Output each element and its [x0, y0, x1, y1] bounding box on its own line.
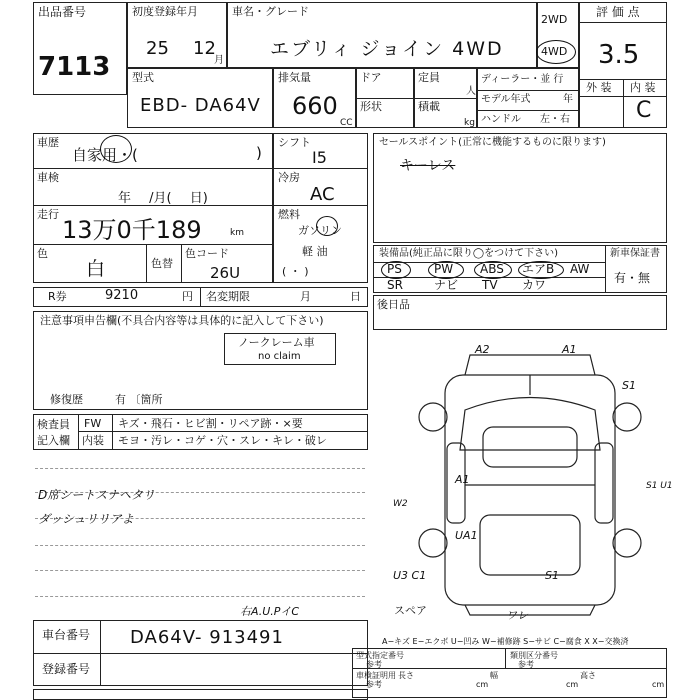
shape-label: 形状 [360, 100, 382, 113]
equipment-item-1: PW [434, 262, 454, 276]
repair-value: 有 〔箇所 [115, 393, 163, 406]
mark-s1u1: S1 U1 [646, 481, 673, 491]
repaint-label: 色替 [151, 257, 173, 270]
cm3: cm [652, 680, 665, 689]
drive-4wd-circle [536, 40, 576, 64]
history-paren: ) [256, 144, 262, 162]
inspection-label: 車検 [37, 171, 59, 184]
first-reg-label: 初度登録年月 [132, 5, 198, 18]
equipment-item-0: PS [387, 262, 402, 276]
cert-ref: 参考 [366, 680, 382, 689]
front-cab [460, 398, 600, 451]
inspector-label-2: 記入欄 [37, 434, 70, 447]
displacement-label: 排気量 [278, 71, 311, 84]
repair-label: 修復歴 [50, 393, 83, 406]
color-label: 色 [37, 247, 48, 260]
color-code-label: 色コード [185, 247, 229, 260]
lot-label: 出品番号 [38, 5, 87, 19]
month-unit: 月 [214, 55, 224, 66]
car-name: エブリィ ジョイン 4WD [270, 38, 504, 60]
equipment-item-row2-3: カワ [522, 278, 547, 292]
inspection-text: 年 /月( 日) [118, 191, 208, 206]
person-unit: 人 [466, 86, 476, 97]
equipment-item-4: AW [570, 262, 590, 276]
roof-rear [480, 515, 580, 575]
shift-value: I5 [312, 148, 327, 167]
pw-circle [428, 261, 464, 279]
cm1: cm [476, 680, 489, 689]
bottom-strip [33, 689, 368, 700]
ext-label: 外 装 [586, 81, 612, 94]
history-value: 自家用・( [72, 146, 138, 164]
sales-points-text: キーレス [400, 158, 456, 174]
ps-circle [381, 261, 411, 279]
no-claim-jp: ノークレーム車 [238, 336, 315, 349]
drive-2wd: 2WD [541, 13, 568, 26]
car-name-label: 車名・グレード [232, 5, 309, 18]
mark-a1-mid: A1 [455, 473, 470, 486]
r-value: 9210 [105, 288, 139, 303]
wheel-rear-right [613, 529, 641, 557]
no-claim-en: no claim [258, 351, 301, 362]
reg-number-label: 登録番号 [42, 662, 91, 676]
ref-label-2: 参考 [518, 660, 534, 669]
wre-label: ワレ [506, 609, 528, 622]
name-change-day: 日 [350, 290, 361, 303]
inspector-row-1: キズ・飛石・ヒビ割・リペア跡・×要 [118, 417, 303, 430]
equipment-item-row2-0: SR [387, 278, 403, 292]
mark-s1-bottom: S1 [545, 569, 559, 582]
inspector-in: 内装 [82, 434, 104, 447]
class-label: 類別区分番号 [510, 651, 558, 660]
sales-points-box [373, 133, 667, 243]
dealer-label: ディーラー・並 行 [481, 74, 564, 85]
diagram-above-note: 右A.U.PイC [240, 605, 300, 618]
cc-unit: CC [340, 118, 353, 128]
inspector-label-1: 検査員 [37, 418, 70, 431]
equipment-label: 装備品(純正品に限り◯をつけて下さい) [379, 248, 558, 259]
width-label: 幅 [490, 671, 498, 680]
capacity-label: 定員 [418, 71, 440, 84]
wheel-rear-left [419, 529, 447, 557]
mark-w2: W2 [393, 499, 408, 509]
mileage-value: 13万0千189 [62, 216, 202, 244]
note-line-2: ダッシュリリアよ [38, 512, 134, 526]
mark-s1-right-top: S1 [622, 379, 636, 392]
wheel-front-right [613, 403, 641, 431]
height-label: 高さ [580, 671, 596, 680]
fuel-label-text: 燃料 [278, 208, 300, 221]
note-line-1: D席シートスナヘタリ [38, 488, 155, 502]
body-outline [445, 375, 615, 605]
later-items-label: 後日品 [377, 298, 410, 311]
equipment-item-row2-1: ナビ [434, 278, 459, 292]
rating-label: 評 価 点 [596, 5, 640, 19]
color-value: 白 [86, 258, 106, 280]
ac-label: 冷房 [278, 171, 300, 184]
color-code-value: 26U [210, 264, 241, 282]
fuel-diesel: 軽 油 [302, 245, 328, 258]
name-change-label: 名変期限 [206, 290, 250, 303]
spare-label: スペア [394, 604, 427, 617]
equipment-item-row2-2: TV [482, 278, 498, 292]
type-label: 型式指定番号 [356, 651, 404, 660]
wheel-front-left [419, 403, 447, 431]
rating-value: 3.5 [598, 40, 640, 70]
km-unit: km [230, 228, 244, 238]
ref-label: 参考 [366, 660, 382, 669]
reg-year: 25 [146, 38, 169, 59]
r-label: R券 [48, 290, 67, 303]
warranty-value: 有・無 [614, 271, 651, 285]
model-year-unit: 年 [563, 94, 573, 105]
mark-ua1: UA1 [455, 529, 478, 542]
int-grade: C [636, 98, 652, 123]
door-label: ドア [360, 71, 382, 84]
gasoline-circle [316, 216, 338, 236]
abs-circle [474, 261, 512, 279]
reg-month: 12 [193, 38, 216, 59]
inspector-row-2: モヨ・汚レ・コゲ・穴・スレ・キレ・破レ [118, 434, 327, 447]
warranty-label: 新車保証書 [610, 248, 660, 259]
fuel-gasoline: ガソリン [298, 224, 342, 237]
cert-label: 車検証明用 [356, 671, 396, 680]
fuel-paren: ( ・ ) [282, 265, 309, 278]
equipment-item-2: ABS [480, 262, 504, 276]
kg-unit: kg [464, 118, 475, 128]
handle-label: ハンドル [481, 114, 521, 125]
legend-text: A−キズ E−エクボ U−凹み W−補修跡 S−サビ C−腐食 X X−交換済 [382, 637, 629, 646]
chassis-value: DA64V- 913491 [130, 627, 284, 648]
mileage-label: 走行 [37, 208, 59, 221]
shift-label: シフト [278, 136, 311, 149]
sales-points-label: セールスポイント(正常に機能するものに限ります) [379, 137, 606, 148]
mark-u3c1: U3 C1 [393, 569, 427, 582]
equipment-item-3: エアB [522, 262, 555, 276]
model-label: 型式 [132, 71, 154, 84]
notes-label: 注意事項申告欄(不具合内容等は具体的に記入して下さい) [40, 314, 324, 327]
handle-value: 左・右 [540, 114, 570, 125]
inspector-fw: FW [84, 417, 102, 430]
load-label: 積載 [418, 100, 440, 113]
drive-4wd: 4WD [541, 45, 568, 58]
cm2: cm [566, 680, 579, 689]
airbag-circle [518, 261, 564, 279]
lot-number: 7113 [38, 52, 111, 82]
model-year-label: モデル年式 [481, 94, 531, 105]
model-value: EBD- DA64V [140, 95, 261, 116]
r-yen: 円 [182, 290, 193, 303]
mark-a2: A2 [475, 343, 490, 356]
name-change-month: 月 [300, 290, 311, 303]
history-label: 車歴 [37, 136, 59, 149]
chassis-label: 車台番号 [42, 628, 91, 642]
mark-a1-top: A1 [562, 343, 577, 356]
length-label: 長さ [398, 671, 414, 680]
int-label: 内 装 [630, 81, 656, 94]
private-use-circle [100, 135, 132, 163]
displacement-value: 660 [292, 92, 338, 120]
ac-value: AC [310, 184, 335, 205]
roof-front [483, 427, 577, 467]
later-items-box [373, 295, 667, 330]
